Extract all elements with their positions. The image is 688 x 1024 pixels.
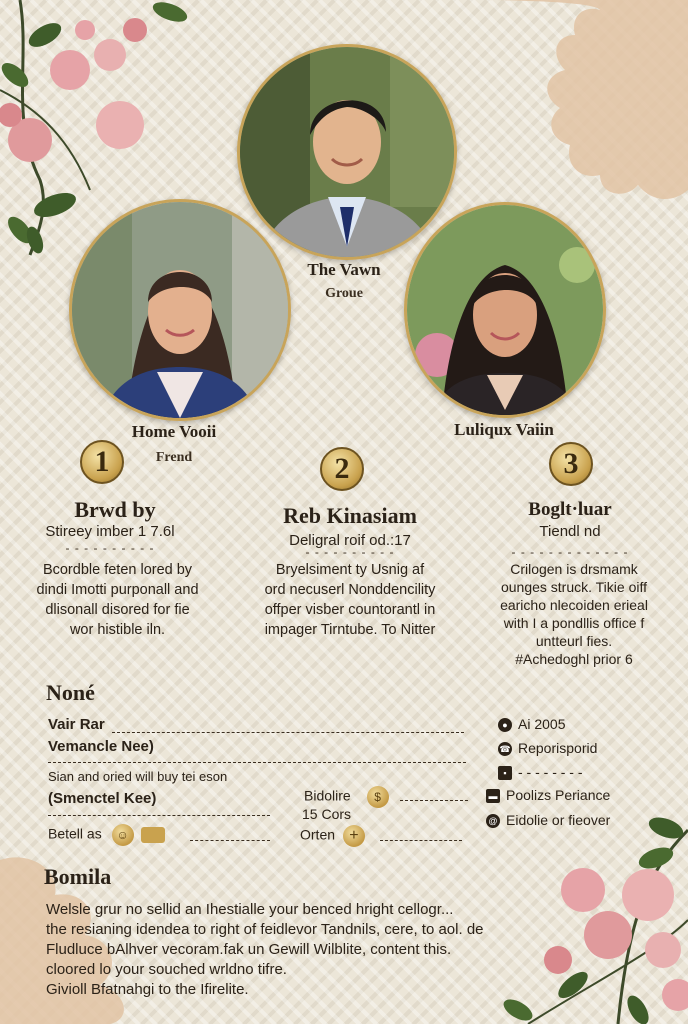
gold-coin-icon: ☺ — [112, 824, 134, 846]
column-3-divider: - - - - - - - - - - - - - — [511, 545, 629, 559]
person-role-1: Groue — [325, 286, 363, 301]
contact-email: @ Eidolie or fieover — [486, 812, 610, 828]
email-icon: @ — [486, 814, 500, 828]
mid-orten-label: Orten — [300, 826, 336, 843]
contact-phone: ☎ Reporisporid — [499, 740, 598, 756]
top-right-leaf-blob — [470, 0, 688, 210]
column-1-subtitle: Stireey imber 1 7.6l — [45, 523, 175, 540]
form-heading: Noné — [46, 680, 95, 705]
column-2-subtitle: Deligral roif od.:17 — [289, 532, 411, 549]
form-note: Sian and oried will buy tei eson — [48, 769, 228, 784]
number-badge-1: 1 — [80, 440, 124, 484]
briefcase-icon: ▬ — [486, 789, 500, 803]
column-3-text: Crilogen is drsmamk ounges struck. Tikie oiff earicho nlecoiden erieal with I a pondllis office f untteurl fies. #Achedoghl prior 6 — [500, 561, 648, 667]
field-smenctel-line[interactable] — [48, 815, 270, 816]
location-icon: ● — [498, 718, 512, 732]
column-1-text: Bcordble feten lored by dindi Imotti purponall and dlisonall disored for fie wor histible iln. — [36, 562, 199, 638]
mid-bidolire[interactable] — [304, 786, 389, 808]
phone-icon: ☎ — [498, 742, 512, 756]
card-icon — [141, 827, 165, 843]
mid-bidolire-label: Bidolire — [304, 787, 351, 804]
number-badge-3: 3 — [549, 442, 593, 486]
column-3-title: Boglt·luar — [528, 499, 612, 520]
column-1-title: Brwd by — [74, 497, 156, 522]
person-name-1: The Vawn — [307, 260, 381, 279]
mid-bidolire-line[interactable] — [400, 800, 468, 801]
photo-the-vawn — [237, 44, 457, 260]
person-role-2: Frend — [155, 450, 193, 465]
column-1-divider: - - - - - - - - - - — [65, 541, 155, 555]
column-2-title: Reb Kinasiam — [283, 503, 417, 528]
field-vemancle-line[interactable] — [48, 762, 466, 763]
field-vair-rar: Vair Rar — [48, 716, 105, 733]
mid-orten-line[interactable] — [380, 840, 462, 841]
footer-text: Welsle grur no sellid an Ihestialle your benced hright cellogr... the resianing idendea to right of feidlevor Tandnils, cere, to aol. de Fludluce bAlhver vecoram.fak un Gewill Wilblite, content this. cloored lo your souched wrldno tifre. Givioll Bfatnahgi to the Ifirelite. — [46, 901, 484, 998]
photo-luliqux-vaiin — [404, 202, 606, 418]
plus-icon[interactable]: + — [343, 825, 365, 847]
column-3-subtitle: Tiendl nd — [539, 523, 601, 540]
field-smenctel-kee: (Smenctel Kee) — [48, 790, 157, 807]
field-vair-rar-line[interactable] — [112, 732, 464, 733]
number-badge-2: 2 — [320, 447, 364, 491]
coin-icon: $ — [367, 786, 389, 808]
mid-15-cors: 15 Cors — [302, 806, 352, 822]
photo-home-vooii — [69, 199, 291, 421]
field-betell-as-label: Betell as — [48, 825, 102, 842]
field-vemancle-nee: Vemancle Nee) — [48, 738, 154, 755]
badge-icon: ▪ — [498, 766, 512, 780]
field-betell-as[interactable] — [48, 824, 165, 846]
person-name-2: Home Vooii — [131, 422, 217, 441]
contact-briefcase: ▬ Poolizs Periance — [486, 787, 610, 803]
contact-location: ● Ai 2005 — [498, 716, 565, 732]
mid-orten[interactable] — [300, 825, 365, 847]
column-2-divider: - - - - - - - - - - — [305, 545, 395, 559]
column-2-text: Bryelsiment ty Usnig af ord necuserl Nonddencility offper visber countorantl in impager Tirntube. To Nitter — [264, 562, 436, 638]
field-betell-line[interactable] — [190, 840, 270, 841]
person-name-3: Luliqux Vaiin — [454, 420, 554, 439]
footer-heading: Bomila — [44, 864, 112, 889]
contact-badge: ▪ - - - - - - - - — [498, 764, 583, 780]
